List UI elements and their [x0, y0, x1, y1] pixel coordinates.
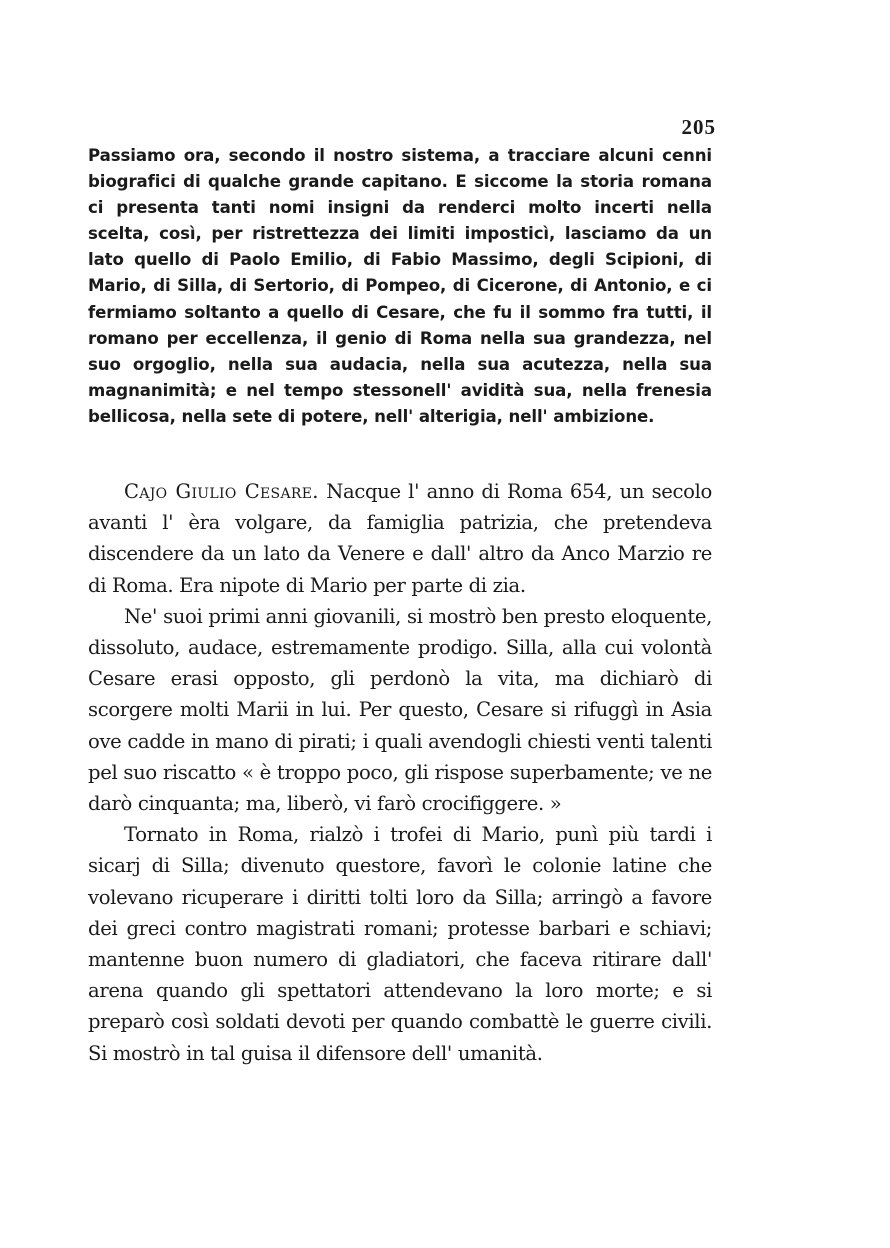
birth-paragraph-text: Nacque l' anno di Roma 654, un secolo avanti l' èra volgare, da famiglia patrizia, che pretendeva discendere da un lato da Venere e dall' altro da Anco Marzio re di Roma. Era nipote di Mario per parte di zia. — [88, 480, 712, 597]
biography-opening-paragraph — [88, 476, 712, 601]
section-heading-name: Cajo Giulio Cesare. — [124, 480, 319, 503]
intro-paragraph: Passiamo ora, secondo il nostro sistema, a tracciare alcuni cenni biografici di qualche grande capitano. E siccome la storia romana ci presenta tanti nomi insigni da renderci molto incerti nella scelta, così, per ristrettezza dei limiti imposticì, lasciamo da un lato quello di Paolo Emilio, di Fabio Massimo, degli Scipioni, di Mario, di Silla, di Sertorio, di Pompeo, di Cicerone, di Antonio, e ci fermiamo soltanto a quello di Cesare, che fu il sommo fra tutti, il romano per eccellenza, il genio di Roma nella sua grandezza, nel suo orgoglio, nella sua audacia, nella sua acutezza, nella sua magnanimità; e nel tempo stessonell' avidità sua, nella frenesia bellicosa, nella sete di potere, nell' alterigia, nell' ambizione. — [88, 146, 712, 426]
return-to-rome-paragraph: Tornato in Roma, rialzò i trofei di Mario, punì più tardi i sicarj di Silla; divenuto questore, favorì le colonie latine che volevano ricuperare i diritti tolti loro da Silla; arringò a favore dei greci contro magistrati romani; protesse barbari e schiavi; mantenne buon numero di gladiatori, che faceva ritirare dall' arena quando gli spettatori attendevano la loro morte; e si preparò così soldati devoti per quando combattè le guerre civili. Si mostrò in tal guisa il difensore dell' umanità. — [88, 823, 712, 1065]
youth-paragraph: Ne' suoi primi anni giovanili, si mostrò ben presto eloquente, dissoluto, audace, estremamente prodigo. Silla, alla cui volontà Cesare erasi opposto, gli perdonò la vita, ma dichiarò di scorgere molti Marii in lui. Per questo, Cesare si rifuggì in Asia ove cadde in mano di pirati; i quali avendogli chiesti venti talenti pel suo riscatto « è troppo poco, gli rispose superbamente; ve ne darò cinquanta; ma, liberò, vi farò crocifiggere. » — [88, 604, 712, 816]
body-text — [88, 476, 712, 1069]
page-number: 205 — [681, 115, 716, 139]
